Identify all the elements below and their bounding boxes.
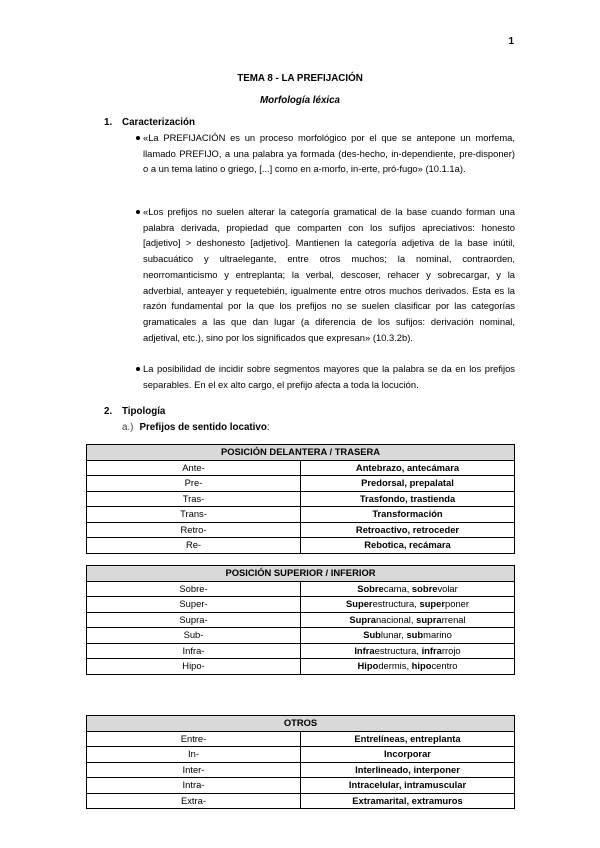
example-cell (301, 538, 515, 554)
prefix-cell: Trans- (87, 507, 301, 523)
table-posicion-superior-inferior (86, 565, 515, 675)
table-row (87, 522, 515, 538)
subheading-label: Prefijos de sentido locativo (139, 422, 267, 433)
example-bold: Retroactivo, retroceder (355, 523, 460, 535)
example-regular: estructura, (374, 644, 422, 656)
example-cell (301, 476, 515, 492)
table-row (87, 659, 515, 675)
example-bold: Entrelíneas, entreplanta (354, 732, 461, 744)
example-cell (301, 778, 515, 794)
example-cell (301, 581, 515, 597)
example-cell (301, 628, 515, 644)
table-header-row (87, 445, 515, 461)
page-number: 1 (508, 36, 514, 47)
example-cell (301, 507, 515, 523)
prefix-cell: Intra- (87, 778, 301, 794)
example-bold: Interlineado, interponer (355, 763, 460, 775)
example-cell (301, 491, 515, 507)
table-header-row (87, 566, 515, 582)
example-bold: Sobre (357, 582, 384, 594)
subheading-colon: : (266, 422, 270, 433)
prefix-cell: Extra- (87, 793, 301, 809)
subheading (122, 422, 270, 433)
prefix-cell: Sub- (87, 628, 301, 644)
table-row (87, 507, 515, 523)
example-bold: Incorporar (384, 748, 431, 760)
prefix-cell: Supra- (87, 612, 301, 628)
example-cell (301, 762, 515, 778)
example-regular: cama, (383, 582, 412, 594)
bullet-text: «La PREFIJACIÓN es un proceso morfológico por el que se antepone un morfema, llamado PREFIJO, a una palabra ya formada (des-hecho, in-dependiente, pre-disponer) o a un tema latino o griego, [...] como en a-morfo, in-erte, pró-fugo» (10.1.1a). (143, 132, 515, 175)
section-heading-tipologia (104, 406, 165, 417)
example-regular: estructura, (372, 598, 420, 610)
prefix-cell: In- (87, 747, 301, 763)
example-bold: sobre (411, 582, 438, 594)
table-row (87, 747, 515, 763)
table-row (87, 762, 515, 778)
example-cell (301, 747, 515, 763)
example-bold: sub (406, 629, 424, 641)
example-bold: Extramarital, extramuros (352, 794, 463, 806)
table-posicion-delantera-trasera (86, 444, 515, 554)
example-cell (301, 793, 515, 809)
prefix-cell: Inter- (87, 762, 301, 778)
example-bold: infra (421, 644, 442, 656)
example-bold: Hipo (357, 660, 379, 672)
example-regular: lunar, (380, 629, 407, 641)
example-regular: marino (423, 629, 452, 641)
section-heading-caracterizacion (104, 117, 195, 128)
section-label: Tipología (122, 406, 166, 417)
subheading-letter: a.) (122, 422, 134, 433)
example-regular: centro (431, 660, 458, 672)
example-cell (301, 612, 515, 628)
example-cell (301, 597, 515, 613)
example-cell (301, 460, 515, 476)
example-bold: Transformación (372, 508, 443, 520)
table-otros (86, 715, 515, 809)
prefix-cell: Retro- (87, 522, 301, 538)
bullet-text: «Los prefijos no suelen alterar la categoría gramatical de la base cuando forman una palabra derivada, propiedad que comparten con los sufijos apreciativos: honesto [adjetivo] > deshonesto [adjetivo]. Mantienen la categoría adjetiva de la base inútil, subacuático y ultraelegante, entre otros muchos; la nominal, contraorden, neorromanticismo y entreplanta; la verbal, descoser, rehacer y sobrecargar, y la adverbial, anteayer y requetebién, igualmente entre otros muchos derivados. Esta es la razón fundamental por la que los prefijos no se suelen clasificar por las categorías gramaticales a las que dan lugar (a diferencia de los sufijos: derivación nominal, adjetival, etc.), sino por los significados que expresan» (10.3.2b). (143, 206, 515, 343)
table-row (87, 597, 515, 613)
table-header: POSICIÓN DELANTERA / TRASERA (87, 445, 515, 461)
bullet-item (143, 204, 515, 345)
prefix-cell: Super- (87, 597, 301, 613)
table-header-row (87, 716, 515, 732)
example-cell (301, 522, 515, 538)
section-number: 1. (104, 117, 113, 128)
table-row (87, 491, 515, 507)
table-row (87, 476, 515, 492)
example-bold: supra (416, 613, 442, 625)
example-regular: poner (445, 598, 469, 610)
example-bold: Supra (349, 613, 376, 625)
table-row (87, 643, 515, 659)
table-row (87, 731, 515, 747)
prefix-cell: Ante- (87, 460, 301, 476)
section-number: 2. (104, 406, 113, 417)
prefix-cell: Tras- (87, 491, 301, 507)
example-cell (301, 659, 515, 675)
section-label: Caracterización (122, 117, 195, 128)
table-row (87, 612, 515, 628)
example-cell (301, 731, 515, 747)
bullet-dot-icon (136, 210, 140, 214)
bullet-text: La posibilidad de incidir sobre segmentos mayores que la palabra se da en los prefijos separables. En el ex alto cargo, el prefijo afecta a toda la locución. (143, 363, 515, 390)
table-header: POSICIÓN SUPERIOR / INFERIOR (87, 566, 515, 582)
table-row (87, 628, 515, 644)
example-regular: rrenal (441, 613, 466, 625)
example-bold: Predorsal, prepalatal (361, 477, 454, 489)
prefix-cell: Sobre- (87, 581, 301, 597)
page-subtitle: Morfología léxica (259, 95, 341, 106)
example-cell (301, 643, 515, 659)
example-bold: Antebrazo, antecámara (355, 461, 460, 473)
table-header: OTROS (87, 716, 515, 732)
example-regular: dermis, (378, 660, 412, 672)
example-regular: rrojo (441, 644, 461, 656)
example-regular: nacional, (375, 613, 417, 625)
example-bold: Super (346, 598, 373, 610)
prefix-cell: Infra- (87, 643, 301, 659)
bullet-item (143, 361, 515, 392)
prefix-cell: Hipo- (87, 659, 301, 675)
bullet-dot-icon (136, 367, 140, 371)
table-row (87, 538, 515, 554)
example-bold: Sub (363, 629, 381, 641)
table-row (87, 793, 515, 809)
example-bold: Infra (354, 644, 375, 656)
bullet-dot-icon (136, 136, 140, 140)
prefix-cell: Entre- (87, 731, 301, 747)
table-row (87, 778, 515, 794)
page-title: TEMA 8 - LA PREFIJACIÓN (237, 73, 363, 84)
table-row (87, 460, 515, 476)
example-bold: super (419, 598, 446, 610)
example-bold: Intracelular, intramuscular (348, 779, 467, 791)
bullet-item (143, 130, 515, 177)
example-regular: volar (437, 582, 458, 594)
example-bold: Rebotica, recámara (364, 539, 451, 551)
prefix-cell: Re- (87, 538, 301, 554)
prefix-cell: Pre- (87, 476, 301, 492)
example-bold: Trasfondo, trastienda (359, 492, 456, 504)
example-bold: hipo (411, 660, 432, 672)
table-row (87, 581, 515, 597)
